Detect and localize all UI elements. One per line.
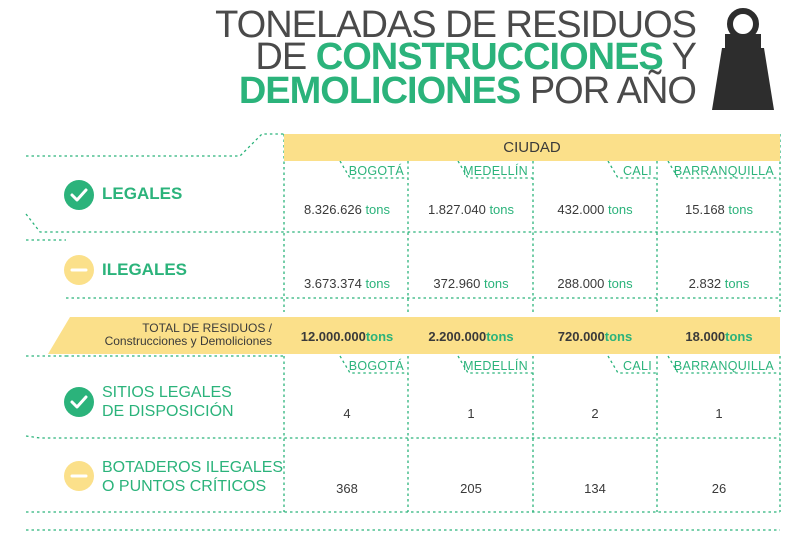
botaderos-cali-value: 134 xyxy=(584,481,606,496)
legales-medellin-value: 1.827.040 tons xyxy=(427,202,515,217)
total-label xyxy=(105,322,272,348)
ilegales-bogota-value: 3.673.374 tons xyxy=(303,276,391,291)
legales-barranquilla-value: 15.168 tons xyxy=(685,202,753,217)
title-text-2b: Y xyxy=(662,36,696,78)
title-text-2a: DE xyxy=(255,36,316,78)
ciudad-header: CIUDAD xyxy=(503,139,561,156)
total-label-line1: TOTAL DE RESIDUOS / xyxy=(142,321,272,335)
city-label-medellin-2: MEDELLÍN xyxy=(463,359,528,373)
total-barranquilla-value: 18.000tons xyxy=(685,329,753,344)
city-label-barranquilla-2: BARRANQUILLA xyxy=(673,359,774,373)
minus-icon xyxy=(64,461,94,491)
city-label-bogota-2: BOGOTÁ xyxy=(348,359,404,373)
city-label-bogota: BOGOTÁ xyxy=(348,164,404,178)
city-label-barranquilla: BARRANQUILLA xyxy=(673,164,774,178)
ilegales-medellin-value: 372.960 tons xyxy=(433,276,509,291)
sitios-label-line2: DE DISPOSICIÓN xyxy=(102,403,234,420)
botaderos-barranquilla-value: 26 xyxy=(711,481,727,496)
city-label-medellin: MEDELLÍN xyxy=(463,164,528,178)
botaderos-medellin-value: 205 xyxy=(460,481,482,496)
title-text-1: TONELADAS DE RESIDUOS xyxy=(215,4,696,46)
row-label-ilegales: ILEGALES xyxy=(102,260,188,279)
title-highlight-construcciones: CONSTRUCCIONES xyxy=(315,36,663,78)
sitios-bogota-value: 4 xyxy=(343,406,351,421)
sitios-barranquilla-value: 1 xyxy=(715,406,723,421)
total-medellin-value: 2.200.000tons xyxy=(428,329,514,344)
check-icon xyxy=(64,387,94,417)
legales-bogota-value: 8.326.626 tons xyxy=(303,202,391,217)
total-cali-value: 720.000tons xyxy=(557,329,633,344)
botaderos-label-line2: O PUNTOS CRÍTICOS xyxy=(102,478,267,495)
botaderos-label-line1: BOTADEROS ILEGALES xyxy=(102,459,284,476)
ilegales-cali-value: 288.000 tons xyxy=(557,276,633,291)
botaderos-bogota-value: 368 xyxy=(336,481,358,496)
row-label-botaderos xyxy=(102,458,283,496)
title-highlight-demoliciones: DEMOLICIONES xyxy=(238,70,521,112)
row-label-legales: LEGALES xyxy=(102,184,183,203)
city-label-cali: CALI xyxy=(623,164,652,178)
sitios-cali-value: 2 xyxy=(591,406,599,421)
city-label-cali-2: CALI xyxy=(623,359,652,373)
legales-cali-value: 432.000 tons xyxy=(557,202,633,217)
total-label-line2: Construcciones y Demoliciones xyxy=(104,334,272,348)
total-bogota-value: 12.000.000tons xyxy=(300,329,394,344)
ilegales-barranquilla-value: 2.832 tons xyxy=(688,276,750,291)
sitios-label-line1: SITIOS LEGALES xyxy=(102,384,232,401)
row-label-sitios-legales xyxy=(102,383,234,421)
sitios-medellin-value: 1 xyxy=(467,406,475,421)
title-text-3: POR AÑO xyxy=(520,70,696,112)
